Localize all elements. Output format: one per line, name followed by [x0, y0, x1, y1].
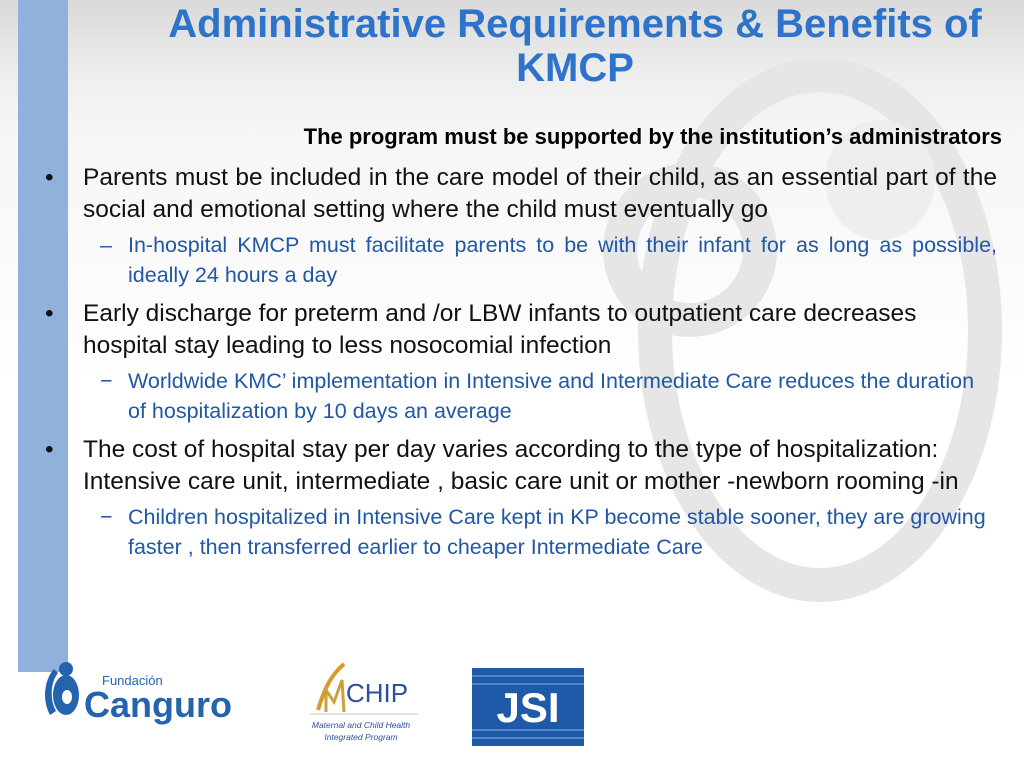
fundacion-canguro-logo	[40, 655, 255, 740]
sub-bullet-text: In-hospital KMCP must facilitate parents to be with their infant for as long as possible, ideally 24 hours a day	[128, 233, 997, 287]
mchip-name: CHIP	[346, 678, 409, 708]
canguro-small-text: Fundación	[102, 673, 163, 688]
mchip-logo	[300, 650, 422, 760]
canguro-icon	[40, 655, 255, 735]
jsi-text: JSI	[496, 684, 560, 731]
bullet-item	[45, 434, 997, 498]
sub-bullet-item	[45, 502, 997, 562]
sub-bullet-marker: −	[100, 505, 113, 529]
sub-bullet-marker: –	[100, 233, 112, 257]
mchip-icon	[300, 650, 422, 760]
bullet-text: Early discharge for preterm and /or LBW infants to outpatient care decreases hospital stay leading to less nosocomial infection	[83, 300, 917, 359]
sub-bullet-item	[45, 230, 997, 290]
sub-bullet-item	[45, 366, 997, 426]
sub-bullet-text: Children hospitalized in Intensive Care kept in KP become stable sooner, they are growing faster , then transferred earlier to cheaper Intermediate Care	[128, 505, 986, 559]
canguro-big-text: Canguro	[84, 684, 232, 725]
bullet-item	[45, 162, 997, 226]
jsi-logo	[472, 668, 584, 746]
mchip-line2: Integrated Program	[324, 732, 398, 742]
bullet-marker: •	[45, 164, 54, 191]
bullet-marker: •	[45, 300, 54, 327]
mchip-line1: Maternal and Child Health	[311, 720, 411, 730]
jsi-icon	[472, 668, 584, 746]
bullet-text: The cost of hospital stay per day varies according to the type of hospitalization: Intensive care unit, intermediate , basic care unit or mother -newborn rooming -in	[83, 436, 959, 495]
bullet-list	[45, 162, 997, 570]
sub-bullet-marker: −	[100, 369, 113, 393]
slide-title: Administrative Requirements & Benefits of KMCP	[168, 2, 982, 90]
bullet-text: Parents must be included in the care model of their child, as an essential part of the social and emotional setting where the child must eventually go	[83, 164, 997, 223]
slide-subtitle: The program must be supported by the institution’s administrators	[303, 124, 1002, 149]
bullet-marker: •	[45, 436, 54, 463]
sub-bullet-text: Worldwide KMC’ implementation in Intensive and Intermediate Care reduces the duration of hospitalization by 10 days an average	[128, 369, 975, 423]
bullet-item	[45, 298, 997, 362]
